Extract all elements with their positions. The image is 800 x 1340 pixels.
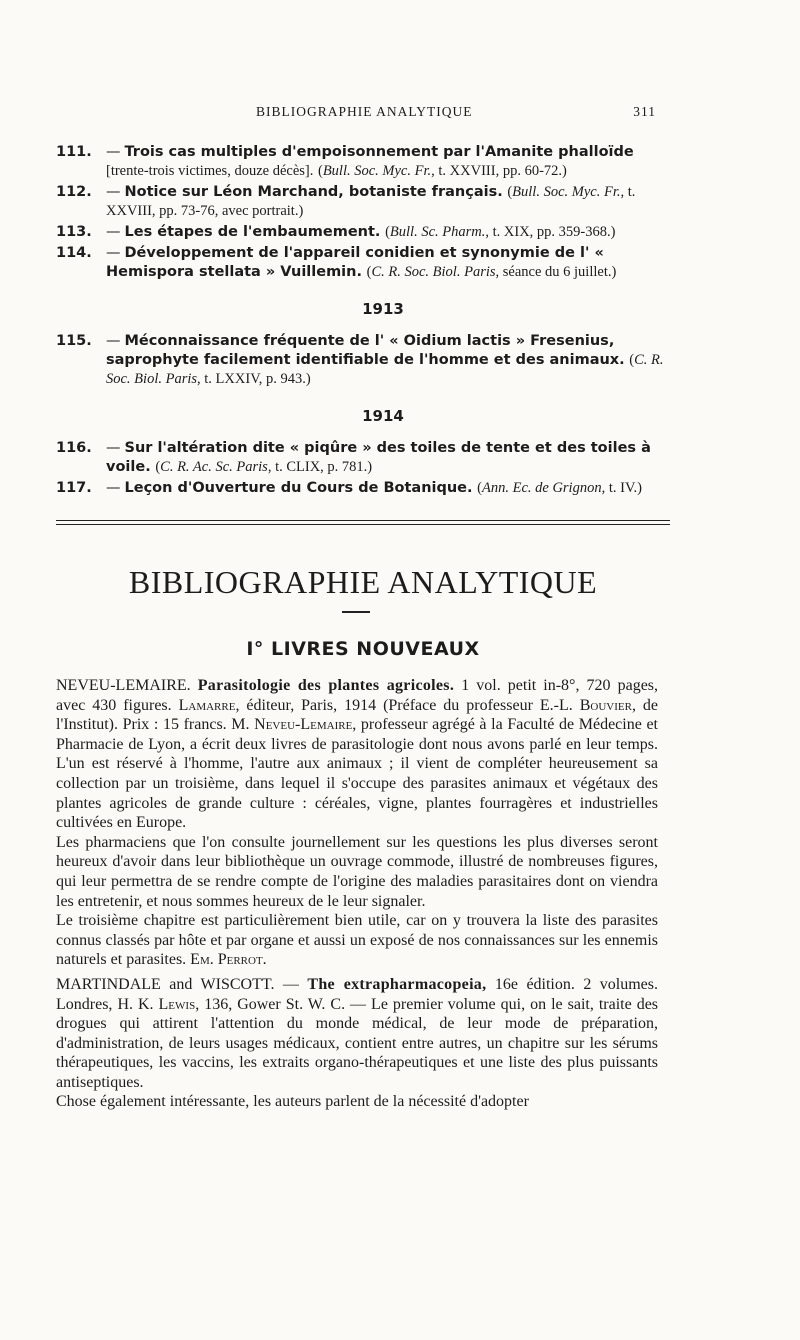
running-title: BIBLIOGRAPHIE ANALYTIQUE <box>256 104 473 119</box>
review1-text-c: , de l'Institut). Prix : 15 francs. M. <box>56 696 658 734</box>
entry-reference: (Ann. Ec. de Grignon, t. IV.) <box>477 480 643 496</box>
review1-paragraph1 <box>56 676 658 833</box>
entry-reference-details: , séance du 6 juillet.) <box>495 264 617 280</box>
bibliography-entry <box>56 479 670 498</box>
entry-reference: (C. R. Ac. Sc. Paris, t. CLIX, p. 781.) <box>155 459 373 475</box>
entry-journal: C. R. Soc. Biol. Paris <box>371 264 496 280</box>
entry-title: Les étapes de l'embaumement. <box>124 224 381 240</box>
entry-title: Sur l'altération dite « piqûre » des toiles de tente et des toiles à voile. <box>106 440 651 475</box>
review2-paragraph1 <box>56 975 658 1093</box>
review2-book-title: The extrapharmacopeia, <box>307 975 487 993</box>
entry-number: 113. <box>56 224 92 240</box>
entry-title: Trois cas multiples d'empoisonnement par l'Amanite phalloïde <box>124 144 634 160</box>
page-number: 311 <box>633 104 656 119</box>
review-text <box>56 676 658 1112</box>
review1-paragraph3 <box>56 911 658 970</box>
review1-preface-author: E.-L. Bouvier <box>539 696 632 714</box>
entry-journal: Ann. Ec. de Grignon <box>481 480 602 496</box>
bibliography-entry <box>56 183 670 221</box>
entry-title: Développement de l'appareil conidien et synonymie de l' « Hemispora stellata » Vuillemin. <box>106 245 604 280</box>
entry-number: 112. <box>56 184 92 200</box>
review1-signature: Em. Perrot. <box>190 951 267 969</box>
entry-reference: (Bull. Soc. Myc. Fr., t. XXVIII, pp. 73-76, avec portrait.) <box>106 184 636 219</box>
entry-dash: — <box>106 333 121 349</box>
entry-reference: (Bull. Soc. Myc. Fr., t. XXVIII, pp. 60-72.) <box>317 163 567 179</box>
bibliography-entry <box>56 223 670 242</box>
review2-publisher: H. K. Lewis <box>117 995 196 1013</box>
entry-journal: Bull. Soc. Myc. Fr. <box>322 163 432 179</box>
double-rule-top <box>56 520 670 521</box>
review2-paragraph2: Chose également intéressante, les auteurs parlent de la nécessité d'adopter <box>56 1093 529 1111</box>
year-heading-1914: 1914 <box>362 407 404 425</box>
entry-number: 114. <box>56 245 92 261</box>
entry-title: Méconnaissance fréquente de l' « Oidium lactis » Fresenius, saprophyte facilement identifiable de l'homme et des animaux. <box>106 333 625 368</box>
entry-dash: — <box>106 440 121 456</box>
review1-text-b: , éditeur, Paris, 1914 (Préface du professeur <box>235 696 540 714</box>
bibliography-entry <box>56 332 670 389</box>
review1-paragraph2: Les pharmaciens que l'on consulte journellement sur les questions les plus diverses seront heureux d'avoir dans leur bibliothèque un ouvrage commode, illustré de nombreuses figures, qui leur permettra de se rendre compte de l'origine des maladies parasitaires dont on viendra les entretenir, et nous sommes heureux de le leur signaler. <box>56 833 658 910</box>
review1-book-title: Parasitologie des plantes agricoles. <box>197 677 455 694</box>
running-header <box>56 104 656 124</box>
entry-reference-details: , t. CLIX, p. 781.) <box>267 459 373 475</box>
entry-reference-details: , t. XIX, pp. 359-368.) <box>485 224 616 240</box>
entry-reference-details: , t. XXVIII, pp. 73-76, avec portrait.) <box>106 184 636 219</box>
bibliography-entry <box>56 439 670 477</box>
review1-text-p3: Le troisième chapitre est particulièrement bien utile, car on y trouvera la liste des parasites connus classés par hôte et par organe et aussi un exposé de nos connaissances sur les ennemis naturels et parasites. <box>56 912 658 969</box>
review1-author-name: Neveu-Lemaire <box>254 716 353 734</box>
entry-reference: (C. R. Soc. Biol. Paris, séance du 6 juillet.) <box>366 264 617 280</box>
entry-reference: (Bull. Sc. Pharm., t. XIX, pp. 359-368.) <box>385 224 616 240</box>
review2-text-b: , 136, Gower St. W. C. — Le premier volume qui, on le sait, traite des drogues qui attirent l'attention du monde médical, de leur mode de préparation, d'administration, de leurs usages médicaux, contient entre autres, un chapitre sur les sérums thérapeutiques, les vaccins, les extraits organo-thérapeutiques et une liste des plus puissants antiseptiques. <box>56 995 659 1091</box>
entry-dash: — <box>106 480 121 496</box>
entry-title: Leçon d'Ouverture du Cours de Botanique. <box>124 480 473 496</box>
entry-reference-details: , t. XXVIII, pp. 60-72.) <box>431 163 567 179</box>
entry-journal: C. R. Ac. Sc. Paris <box>160 459 268 475</box>
entry-journal: Bull. Soc. Myc. Fr. <box>512 184 621 200</box>
bibliography-entry <box>56 143 670 181</box>
year-heading-1913: 1913 <box>362 300 404 318</box>
entry-extra: [trente-trois victimes, douze décès]. <box>106 163 314 179</box>
entry-reference-details: , t. LXXIV, p. 943.) <box>197 371 311 387</box>
review1-text-a: 1 vol. petit in-8°, 720 pages, avec 430 figures. <box>56 677 659 714</box>
entry-number: 117. <box>56 480 92 496</box>
entry-journal: Bull. Sc. Pharm. <box>389 224 486 240</box>
section-title: I° LIVRES NOUVEAUX <box>246 638 480 660</box>
main-title: BIBLIOGRAPHIE ANALYTIQUE <box>128 564 598 600</box>
entry-reference-details: , t. IV.) <box>601 480 643 496</box>
entry-number: 116. <box>56 440 92 456</box>
bibliography-entry <box>56 244 670 282</box>
entry-dash: — <box>106 184 121 200</box>
review1-text-d: , professeur agrégé à la Faculté de Médecine et Pharmacie de Lyon, a écrit deux livres de parasitologie dont nous avons parlé en leur temps. L'un est réservé à l'homme, l'autre aux animaux ; il vient de compléter heureusement sa collection par un troisième, dans lequel il s'occupe des parasites animaux et végétaux des plantes agricoles de grande culture : céréales, vigne, plantes fourragères et industrielles cultivées en Europe. <box>56 716 658 832</box>
entry-dash: — <box>106 144 121 160</box>
bibliography-entries <box>56 143 670 500</box>
entry-number: 111. <box>56 144 92 160</box>
double-rule-bottom <box>56 524 670 525</box>
entry-dash: — <box>106 245 121 261</box>
entry-title: Notice sur Léon Marchand, botaniste français. <box>124 184 503 200</box>
entry-dash: — <box>106 224 121 240</box>
entry-reference: (C. R. Soc. Biol. Paris, t. LXXIV, p. 943.) <box>106 352 664 387</box>
entry-journal: C. R. Soc. Biol. Paris <box>106 352 664 387</box>
review1-authors: NEVEU-LEMAIRE. <box>56 677 191 694</box>
title-divider <box>342 611 370 613</box>
review1-publisher: Lamarre <box>178 696 236 714</box>
review2-authors: MARTINDALE and WISCOTT. — <box>56 975 299 993</box>
review2-text-a: 16e édition. 2 volumes. Londres, <box>56 975 659 1013</box>
entry-number: 115. <box>56 333 92 349</box>
